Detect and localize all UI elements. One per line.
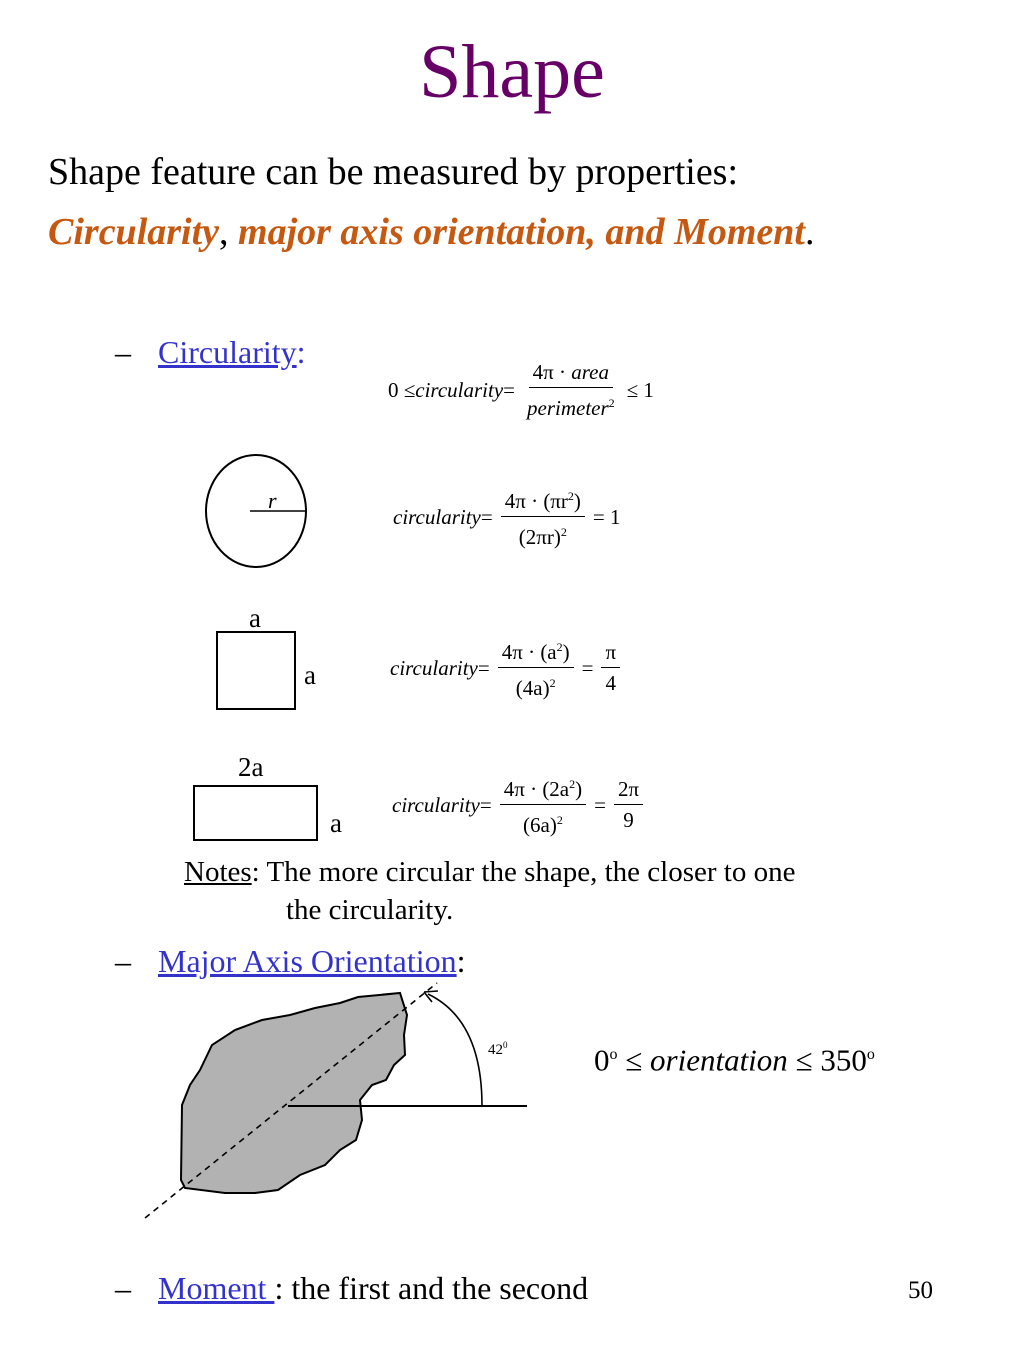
rect-formula-fraction	[500, 772, 586, 837]
rect-formula-num: 4π · (2a	[503, 777, 570, 801]
bullet-moment	[158, 1269, 588, 1307]
circularity-link[interactable]: Circularity	[158, 334, 297, 370]
circle-formula-var: circularity	[393, 504, 481, 529]
square-formula-var: circularity	[390, 655, 478, 680]
orientation-colon: :	[456, 943, 466, 979]
orient-lo-sup: o	[609, 1046, 618, 1063]
circle-formula-num-end: )	[573, 489, 581, 513]
circle-formula-num-sup: 2	[567, 489, 574, 503]
formula-rectangle	[392, 772, 651, 837]
square-formula-fraction	[498, 635, 574, 700]
notes-block	[184, 853, 795, 929]
page-number: 50	[908, 1277, 933, 1304]
square-formula-eq: =	[477, 655, 490, 680]
irregular-shape	[181, 993, 407, 1193]
intro-line: Shape feature can be measured by properties:	[48, 151, 739, 193]
square-formula-num: 4π · (a	[501, 640, 557, 664]
bullet-dash: –	[115, 334, 131, 370]
term-axis-moment: major axis orientation, and Moment	[238, 211, 805, 253]
rect-formula-eq2: =	[594, 792, 606, 817]
square-formula-num-end: )	[562, 640, 570, 664]
rect-formula-den-sup: 2	[556, 813, 563, 827]
orient-hi-sup: o	[866, 1046, 875, 1063]
notes-text: : The more circular the shape, the closer to one	[251, 856, 796, 888]
orient-le1: ≤	[617, 1042, 651, 1078]
circle-radius-label: r	[268, 488, 277, 513]
rect-result-num: 2π	[614, 777, 643, 805]
orient-var: orientation	[650, 1042, 788, 1078]
circle-formula-den: (2πr)	[518, 525, 561, 549]
rect-formula-var: circularity	[392, 792, 480, 817]
term-end: .	[804, 211, 815, 253]
angle-arrowhead-icon	[424, 991, 438, 1002]
term-separator: ,	[219, 211, 229, 253]
term-circularity: Circularity	[48, 211, 220, 253]
circularity-colon: :	[296, 334, 306, 370]
square-top-label: a	[249, 603, 261, 633]
orient-le2: ≤	[787, 1042, 821, 1078]
circle-formula-eq: =	[480, 504, 493, 529]
formula-den-sup: 2	[608, 396, 615, 410]
square-formula-den-sup: 2	[549, 676, 556, 690]
moment-link[interactable]: Moment	[158, 1270, 275, 1306]
notes-text-2: the circularity.	[286, 894, 454, 926]
circle-formula-den-sup: 2	[560, 525, 567, 539]
bullet-orientation	[158, 942, 466, 980]
rect-formula-num-end: )	[575, 777, 583, 801]
square-formula-num-sup: 2	[556, 640, 563, 654]
orientation-link[interactable]: Major Axis Orientation	[158, 943, 457, 979]
moment-suffix: : the first and the second	[274, 1270, 589, 1306]
square-result-den: 4	[605, 671, 617, 695]
formula-den: perimeter	[527, 396, 609, 420]
square-formula-eq2: =	[581, 655, 594, 680]
circle-formula-num: 4π · (πr	[504, 489, 568, 513]
formula-eq: =	[503, 378, 515, 402]
rect-top-label: 2a	[238, 752, 264, 782]
rectangle-shape	[194, 786, 317, 840]
angle-label	[488, 1040, 508, 1059]
orient-hi: 350	[820, 1042, 867, 1078]
rect-side-label: a	[330, 808, 342, 838]
notes-label: Notes	[184, 856, 252, 888]
formula-var: circularity	[415, 378, 504, 402]
angle-value: 42	[488, 1042, 503, 1058]
rect-result-fraction	[614, 777, 643, 832]
bullet-dash-3: –	[115, 1270, 131, 1306]
rect-formula-den: (6a)	[523, 813, 557, 837]
orient-lo: 0	[594, 1042, 610, 1078]
circle-formula-fraction	[501, 484, 585, 549]
formula-num-var: area	[571, 360, 609, 384]
rect-formula-eq: =	[479, 792, 492, 817]
square-side-label: a	[304, 660, 316, 690]
circle-formula-suffix: = 1	[592, 504, 621, 529]
square-formula-den: (4a)	[515, 676, 550, 700]
formula-num: 4π ·	[532, 360, 572, 384]
page-title: Shape	[419, 30, 605, 114]
formula-orientation	[594, 1035, 875, 1080]
bullet-dash-2: –	[115, 943, 131, 979]
square-result-num: π	[601, 640, 620, 668]
angle-arc	[428, 994, 482, 1106]
square-result-fraction	[601, 640, 620, 695]
rect-formula-num-sup: 2	[569, 777, 576, 791]
formula-prefix: 0 ≤	[388, 378, 416, 402]
formula-suffix: ≤ 1	[626, 378, 654, 402]
formula-circle	[393, 484, 621, 549]
angle-sup: 0	[503, 1040, 508, 1050]
rect-result-den: 9	[623, 808, 634, 832]
formula-square	[390, 635, 628, 700]
square-shape	[217, 632, 295, 709]
